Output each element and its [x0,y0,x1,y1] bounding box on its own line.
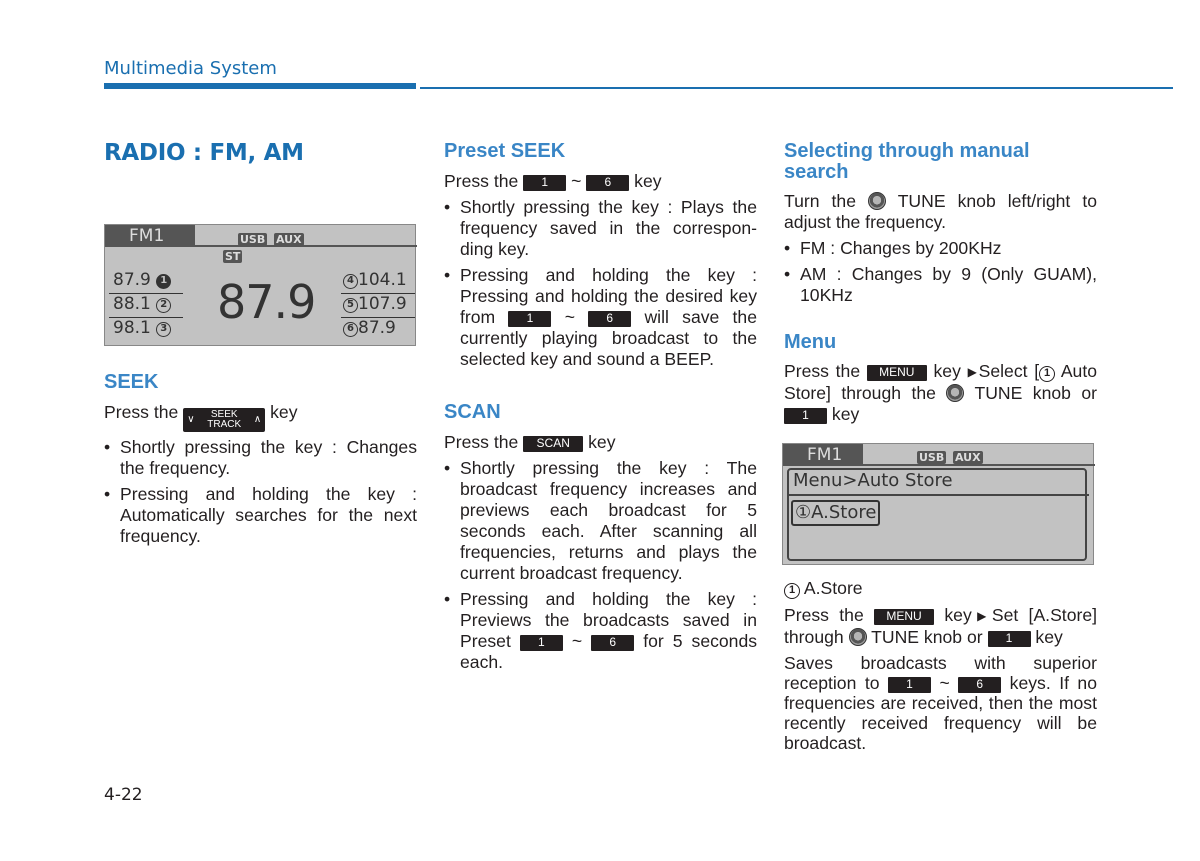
display-tag-aux: AUX [955,451,981,464]
manual-search-section [784,141,1097,425]
list-item: • AM : Changes by 9 (Only GUAM), 10KHz [784,264,1097,306]
text: ~ [571,631,583,651]
text: key [831,404,860,424]
preset-freq: 104.1 [358,270,407,290]
preset-key-1: 1 [784,408,827,424]
preset-key-1: 1 [888,677,931,693]
preset-right-6 [343,318,396,338]
text: keys. If no frequencies are received, then the most recently received frequency will be broadcast. [784,673,1098,753]
text: Pressing and holding the key : Previews the broadcasts saved in Preset [460,589,757,651]
text: Pressing and holding the key : Pressing and holding the desired key from [460,265,757,327]
display-tag-usb: USB [240,233,266,246]
manual-search-text [784,191,1097,233]
text: Press the [784,605,864,625]
preset-freq: 87.9 [113,270,151,290]
preset-seek-section [444,141,757,673]
circled-number-icon: 1 [1039,366,1055,382]
preset-left-3 [113,318,171,338]
preset-number-icon: 4 [343,274,358,289]
text: key [634,171,662,191]
scan-key: SCAN [523,436,583,452]
text: key [933,361,961,381]
text: Saves broadcasts with superior reception to [784,653,1097,693]
astore-instruction [784,605,1097,648]
display-tag-st: ST [225,250,241,263]
header-rule-thick [104,83,416,89]
text: key [944,605,972,625]
current-frequency: 87.9 [217,275,316,329]
header-rule-thin [420,87,1173,89]
astore-description [784,653,1097,753]
list-item: • Shortly pressing the key : Plays the frequency saved in the correspon-ding key. [444,197,757,260]
preset-right-4 [343,270,407,290]
preset-freq: 88.1 [113,294,151,314]
scan-bullets [444,458,757,673]
preset-key-6: 6 [588,311,631,327]
text: ~ [939,673,950,693]
preset-seek-instruction [444,171,757,192]
text: Press the [444,171,519,191]
astore-label [784,578,1097,599]
preset-left-1 [113,270,171,290]
preset-number-icon: 1 [156,274,171,289]
text: Press the [444,432,519,452]
preset-seek-bullets [444,197,757,370]
section-header: Multimedia System [104,58,277,79]
menu-key: MENU [867,365,927,381]
text: Press the [104,402,179,422]
text: A.Store [803,578,863,598]
astore-section [784,578,1097,753]
list-item: • FM : Changes by 200KHz [784,238,1097,259]
menu-key: MENU [874,609,934,625]
preset-number-icon: 3 [156,322,171,337]
display-tag-usb: USB [919,451,945,464]
preset-key-6: 6 [958,677,1001,693]
text: ~ [564,307,575,327]
text: for 5 seconds each. [460,631,758,672]
list-item: • Shortly pressing the key : Changes the frequency. [104,437,417,479]
menu-item-astore: ①A.Store [791,500,880,526]
menu-divider [787,494,1089,496]
seek-instruction [104,402,417,432]
preset-number-icon: 5 [343,298,358,313]
scan-instruction [444,432,757,453]
tune-knob-icon [849,628,867,646]
page-title: RADIO : FM, AM [104,140,304,166]
chevron-down-icon: ∨ [187,414,195,425]
text: will save the currently playing broadcast to the selected key and sound a BEEP. [460,307,758,369]
display-tag-aux: AUX [276,233,302,246]
manual-search-bullets [784,238,1097,306]
preset-left-2 [113,294,171,314]
seek-track-key [183,408,265,432]
chevron-up-icon: ∧ [253,414,262,425]
arrow-right-icon: ▶ [967,365,979,379]
preset-key-1: 1 [988,631,1031,647]
circled-number-icon: 1 [784,583,800,599]
seek-key-bottom: TRACK [207,419,242,430]
arrow-right-icon: ▶ [971,609,992,623]
text: key [1035,627,1063,647]
preset-key-1: 1 [508,311,551,327]
menu-path: Menu>Auto Store [793,470,953,491]
preset-seek-heading: Preset SEEK [444,140,566,162]
display-bar [195,245,417,247]
page-number: 4-22 [104,785,143,805]
text: TUNE knob or [871,627,983,647]
preset-key-6: 6 [586,175,629,191]
text: Auto Store] through the [784,361,1098,403]
tune-knob-icon [946,384,964,402]
seek-section [104,372,417,547]
display-band: FM1 [105,225,195,247]
radio-display-illustration [104,224,416,346]
text: Select [ [978,361,1040,381]
text: ~ [571,171,582,191]
seek-heading: SEEK [104,371,159,393]
menu-heading: Menu [784,331,837,353]
text: TUNE knob left/right to adjust the frequency. [784,191,1097,232]
preset-key-1: 1 [520,635,563,651]
tune-knob-icon [868,192,886,210]
manual-search-heading: Selecting through manual search [784,140,1030,183]
preset-key-6: 6 [591,635,634,651]
seek-bullets [104,437,417,547]
text: TUNE knob or [974,383,1098,403]
preset-freq: 87.9 [358,318,396,338]
scan-heading: SCAN [444,401,501,423]
list-item [444,589,757,673]
preset-right-5 [343,294,407,314]
text: Turn the [784,191,856,211]
preset-number-icon: 6 [343,322,358,337]
text: Press the [784,361,861,381]
text: key [588,432,616,452]
list-item: • Pressing and holding the key : Automatically searches for the next frequency. [104,484,417,547]
display-band: FM1 [783,444,863,466]
text: through [784,627,844,647]
menu-display-illustration [782,443,1094,565]
text: Set [A.Store] [991,605,1098,625]
seek-key-top: SEEK [210,409,238,420]
text: key [270,402,298,422]
preset-freq: 107.9 [358,294,407,314]
preset-number-icon: 2 [156,298,171,313]
list-item: • Shortly pressing the key : The broadcast frequency increases and previews each broadcast for 5 seconds each. After scanning all frequencies, returns and plays the current broadcast frequency. [444,458,757,584]
preset-freq: 98.1 [113,318,151,338]
menu-instruction [784,361,1097,425]
display-bar [863,464,1095,466]
preset-key-1: 1 [523,175,566,191]
seek-key-label [207,410,241,430]
list-item [444,265,757,370]
